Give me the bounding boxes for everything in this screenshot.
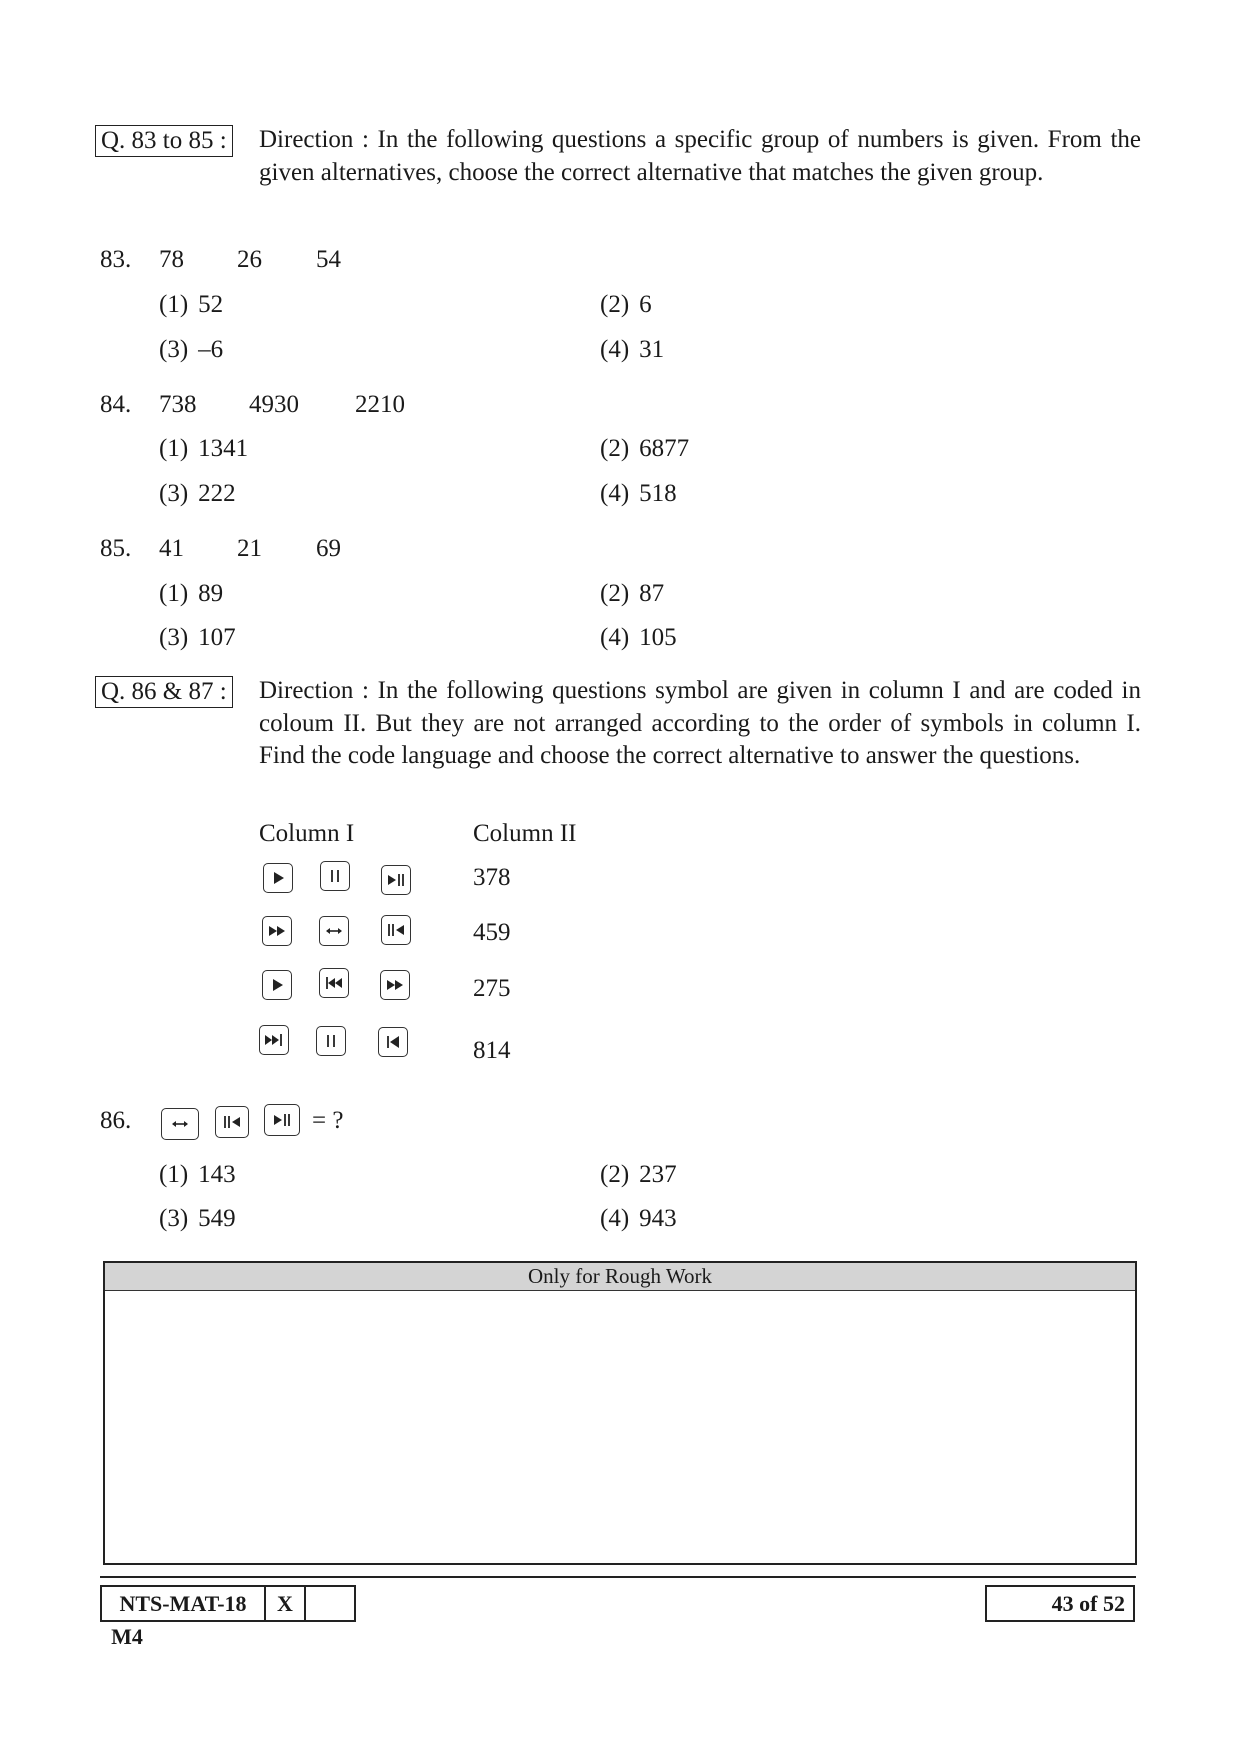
option-label: (4)	[600, 336, 630, 363]
option-1[interactable]	[159, 435, 248, 463]
question-number: 86.	[100, 1107, 132, 1134]
equals-question: = ?	[312, 1107, 344, 1134]
group-number: 4930	[249, 391, 299, 418]
option-value: 105	[639, 624, 677, 651]
question-number: 85.	[100, 535, 132, 562]
option-label: (1)	[159, 435, 189, 462]
page-number: 43 of 52	[985, 1585, 1135, 1622]
group-number: 738	[159, 391, 197, 418]
rough-work-title: Only for Rough Work	[105, 1263, 1135, 1291]
option-value: 237	[639, 1161, 677, 1188]
option-label: (1)	[159, 1161, 189, 1188]
code-value: 378	[473, 864, 511, 891]
question-range-label: Q. 83 to 85 :	[95, 125, 233, 157]
group-number: 54	[316, 246, 341, 273]
option-label: (4)	[600, 480, 630, 507]
option-value: 89	[198, 580, 224, 607]
option-value: 31	[639, 336, 665, 363]
skip-back-bar-icon	[378, 1027, 408, 1057]
option-value: 87	[639, 580, 665, 607]
option-value: 107	[198, 624, 236, 651]
group-number: 41	[159, 535, 184, 562]
group-number: 26	[237, 246, 262, 273]
option-value: 518	[639, 480, 677, 507]
group-number: 69	[316, 535, 341, 562]
section2-direction: Direction : In the following questions symbol are given in column I and are coded in coloum II. But they are not arranged according to the order of symbols in column I. Find the code language and choose the correct alternative to answer the questions.	[259, 677, 1141, 769]
pause-icon	[316, 1026, 346, 1056]
option-label: (3)	[159, 336, 189, 363]
group-number: 2210	[355, 391, 405, 418]
option-label: (2)	[600, 1161, 630, 1188]
play-icon	[262, 970, 292, 1000]
option-value: 6877	[639, 435, 690, 462]
option-1[interactable]	[159, 291, 223, 319]
option-value: 943	[639, 1205, 677, 1232]
footer-code-box	[100, 1585, 356, 1649]
option-value: 222	[198, 480, 236, 507]
code-value: 275	[473, 975, 511, 1002]
option-1[interactable]	[159, 580, 223, 608]
question-range-label: Q. 86 & 87 :	[95, 676, 233, 708]
code-value: 814	[473, 1037, 511, 1064]
pause-rewind-icon	[215, 1106, 249, 1138]
question-number: 84.	[100, 391, 132, 418]
paper-code: NTS-MAT-18	[102, 1587, 266, 1620]
left-right-arrow-icon	[161, 1108, 199, 1140]
play-pause-icon	[381, 865, 411, 895]
option-4[interactable]	[600, 336, 664, 364]
option-label: (1)	[159, 291, 189, 318]
fast-forward-icon	[380, 970, 410, 1000]
option-label: (3)	[159, 480, 189, 507]
pause-rewind-icon	[381, 915, 411, 945]
option-value: 549	[198, 1205, 236, 1232]
option-label: (2)	[600, 580, 630, 607]
option-3[interactable]	[159, 1205, 236, 1233]
option-3[interactable]	[159, 480, 236, 508]
option-value: 6	[639, 291, 652, 318]
option-label: (2)	[600, 291, 630, 318]
option-3[interactable]	[159, 624, 236, 652]
option-value: 143	[198, 1161, 236, 1188]
option-label: (2)	[600, 435, 630, 462]
option-2[interactable]	[600, 580, 664, 608]
skip-back-icon	[319, 968, 349, 998]
option-value: 52	[198, 291, 224, 318]
option-4[interactable]	[600, 624, 677, 652]
column2-header: Column II	[473, 820, 577, 847]
option-2[interactable]	[600, 435, 689, 463]
section1-direction: Direction : In the following questions a specific group of numbers is given. From the given alternatives, choose the correct alternative that matches the given group.	[259, 126, 1141, 186]
option-1[interactable]	[159, 1161, 236, 1189]
play-icon	[263, 863, 293, 893]
option-value: –6	[198, 336, 224, 363]
pause-icon	[320, 861, 350, 891]
option-2[interactable]	[600, 291, 652, 319]
fast-forward-icon	[262, 916, 292, 946]
option-2[interactable]	[600, 1161, 677, 1189]
option-3[interactable]	[159, 336, 223, 364]
rough-work-box	[103, 1261, 1137, 1565]
option-label: (1)	[159, 580, 189, 607]
column1-header: Column I	[259, 820, 355, 847]
class-code: X	[266, 1587, 306, 1620]
footer-divider	[100, 1576, 1136, 1578]
option-value: 1341	[198, 435, 249, 462]
set-code: M4	[111, 1624, 143, 1649]
code-value: 459	[473, 919, 511, 946]
option-4[interactable]	[600, 1205, 677, 1233]
group-number: 78	[159, 246, 184, 273]
skip-forward-icon	[259, 1025, 289, 1055]
option-label: (3)	[159, 1205, 189, 1232]
left-right-arrow-icon	[319, 916, 349, 946]
option-label: (4)	[600, 1205, 630, 1232]
option-label: (3)	[159, 624, 189, 651]
play-pause-icon	[264, 1104, 300, 1136]
question-number: 83.	[100, 246, 132, 273]
option-4[interactable]	[600, 480, 677, 508]
group-number: 21	[237, 535, 262, 562]
option-label: (4)	[600, 624, 630, 651]
